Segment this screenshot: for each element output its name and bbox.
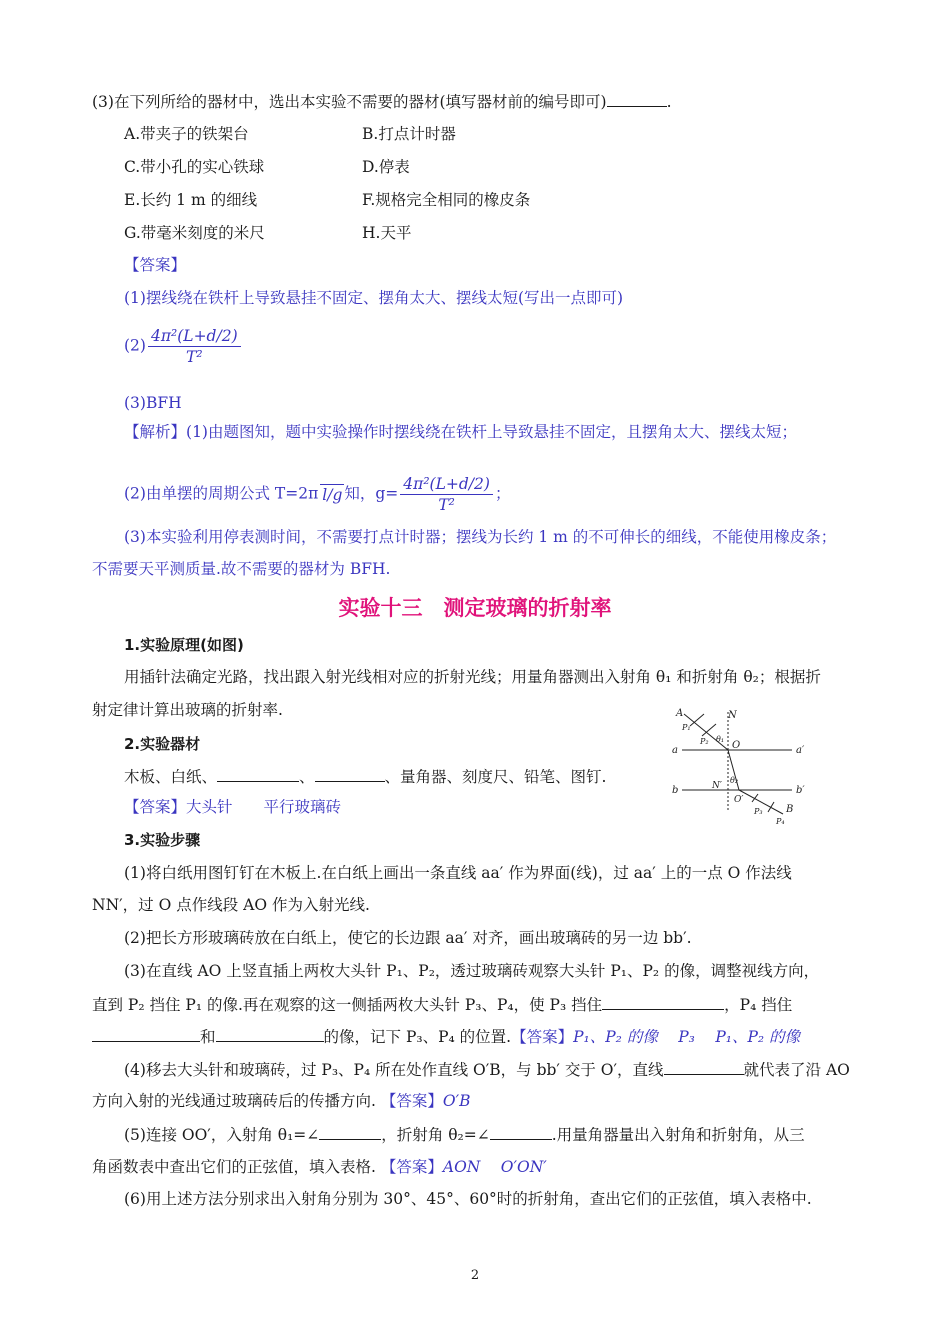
step-3-text-b: ，P₄ 挡住 — [724, 996, 793, 1014]
label-b: b — [672, 785, 679, 796]
sqrt-content: l/g — [322, 486, 343, 504]
materials-text-b: 、量角器、刻度尺、铅笔、图钉. — [384, 768, 607, 786]
step-4-text-a: (4)移去大头针和玻璃砖，过 P₃、P₄ 所在处作直线 O′B，与 bb′ 交于 O′，直线 — [124, 1061, 664, 1079]
step-6: (6)用上述方法分别求出入射角分别为 30°、45°、60°时的折射角，查出它们的正弦值，填入表格中. — [124, 1190, 812, 1208]
analysis-2-numerator: 4π²(L+d/2) — [400, 474, 493, 495]
step-3-answer-tag: 【答案】 — [511, 1028, 574, 1046]
analysis-2-fraction — [400, 474, 493, 515]
analysis-2-end: ； — [494, 484, 511, 503]
label-a-prime: a′ — [796, 745, 805, 756]
option-b: B.打点计时器 — [362, 125, 456, 143]
s2-answer-tag: 【答案】 — [124, 798, 187, 816]
analysis-line-2 — [124, 474, 894, 515]
step-3-blank-2 — [92, 1025, 200, 1042]
materials-sep: 、 — [299, 768, 315, 786]
step-3-line-2 — [92, 993, 862, 1016]
label-P2: P₂ — [700, 737, 709, 746]
answer-2-numerator: 4π²(L+d/2) — [148, 326, 241, 347]
section-1-heading: 1.实验原理(如图) — [124, 636, 244, 654]
option-d: D.停表 — [362, 158, 410, 176]
section-1-para-2: 射定律计算出玻璃的折射率. — [92, 701, 283, 719]
step-4-line-1 — [124, 1058, 894, 1081]
step-3-answer — [511, 1028, 800, 1046]
step-3-answer-text: P₁、P₂ 的像 P₃ P₁、P₂ 的像 — [573, 1028, 801, 1046]
section-3-heading: 3.实验步骤 — [124, 831, 201, 849]
label-A: A — [676, 708, 684, 719]
step-5-text-b: ，折射角 θ₂=∠ — [381, 1126, 490, 1144]
analysis-line-1 — [124, 421, 894, 443]
answer-2-prefix: (2) — [124, 336, 146, 355]
answer-2-fraction — [148, 326, 241, 367]
step-3-blank-1 — [602, 993, 724, 1010]
option-row-4 — [124, 222, 894, 244]
step-5-text-d: 角函数表中查出它们的正弦值，填入表格. — [92, 1158, 376, 1176]
label-N: N — [728, 710, 737, 721]
label-theta1: θ₁ — [716, 735, 725, 744]
step-5-line-2 — [92, 1156, 862, 1178]
option-f: F.规格完全相同的橡皮条 — [362, 191, 531, 209]
step-3-line-3 — [92, 1025, 862, 1048]
step-5-blank-2 — [490, 1123, 552, 1140]
step-5-text-c: .用量角器量出入射角和折射角，从三 — [551, 1126, 805, 1144]
label-P1: P₁ — [682, 723, 691, 732]
step-4-answer-text: O′B — [442, 1092, 471, 1110]
q3-prompt — [92, 90, 862, 113]
step-4-text-b: 就代表了沿 AO — [743, 1061, 850, 1079]
answer-1: (1)摆线绕在铁杆上导致悬挂不固定、摆角太大、摆线太短(写出一点即可) — [124, 289, 624, 307]
refraction-diagram — [668, 706, 818, 830]
step-4-blank — [664, 1058, 744, 1075]
q3-blank — [607, 90, 667, 107]
s2-answer-1: 大头针 — [186, 798, 233, 816]
section-1-para-1: 用插针法确定光路，找出跟入射光线相对应的折射光线；用量角器测出入射角 θ₁ 和折射角 θ₂；根据折 — [124, 668, 821, 686]
option-row-2 — [124, 156, 894, 178]
section-2-heading: 2.实验器材 — [124, 735, 201, 753]
answer-2 — [124, 326, 894, 367]
pin-p4 — [768, 802, 774, 812]
option-row-1 — [124, 123, 894, 145]
analysis-tag: 【解析】 — [124, 423, 187, 441]
step-4-text-c: 方向入射的光线通过玻璃砖后的传播方向. — [92, 1092, 376, 1110]
option-row-3 — [124, 189, 894, 211]
q3-end: . — [666, 93, 672, 111]
label-P3: P₃ — [754, 807, 763, 816]
analysis-2-formula-b: 知，g= — [344, 484, 399, 503]
answer-2-denominator: T² — [186, 348, 203, 366]
step-2: (2)把长方形玻璃砖放在白纸上，使它的长边跟 aa′ 对齐，画出玻璃砖的另一边 bb′. — [124, 929, 692, 947]
option-g: G.带毫米刻度的米尺 — [124, 224, 265, 242]
materials-blank-1 — [217, 765, 299, 782]
analysis-4: 不需要天平测质量.故不需要的器材为 BFH. — [92, 560, 391, 578]
step-5-answer — [381, 1158, 547, 1176]
label-N-prime: N′ — [712, 781, 722, 791]
step-5-blank-1 — [319, 1123, 381, 1140]
label-O: O — [732, 740, 741, 751]
section-title: 实验十三 测定玻璃的折射率 — [338, 596, 612, 620]
option-c: C.带小孔的实心铁球 — [124, 158, 265, 176]
label-P4: P₄ — [776, 817, 785, 826]
step-5-answer-text: AON O′ON′ — [442, 1158, 547, 1176]
materials-text-a: 木板、白纸、 — [124, 768, 218, 786]
s2-answer-2: 平行玻璃砖 — [263, 798, 342, 816]
step-5-answer-tag: 【答案】 — [380, 1158, 443, 1176]
step-4-answer — [381, 1092, 471, 1110]
label-theta2: θ₂ — [730, 776, 739, 785]
option-h: H.天平 — [362, 224, 412, 242]
step-3-line-1: (3)在直线 AO 上竖直插上两枚大头针 P₁、P₂，透过玻璃砖观察大头针 P₁、P₂ 的像，调整视线方向， — [124, 962, 820, 980]
step-1-line-2: NN′，过 O 点作线段 AO 作为入射光线. — [92, 896, 370, 914]
analysis-2-formula-a: (2)由单摆的周期公式 T=2π — [124, 484, 319, 503]
page-number: 2 — [470, 1268, 480, 1283]
analysis-2-denominator: T² — [438, 496, 455, 514]
analysis-1: (1)由题图知，题中实验操作时摆线绕在铁杆上导致悬挂不固定，且摆角太大、摆线太短； — [186, 423, 797, 441]
step-3-text-c: 和 — [200, 1028, 216, 1046]
sqrt-radical — [320, 484, 344, 505]
option-e: E.长约 1 m 的细线 — [124, 191, 258, 209]
option-a: A.带夹子的铁架台 — [124, 125, 249, 143]
q3-prompt-text: (3)在下列所给的器材中，选出本实验不需要的器材(填写器材前的编号即可) — [92, 93, 607, 111]
label-a: a — [672, 745, 678, 756]
analysis-3: (3)本实验利用停表测时间，不需要打点计时器；摆线为长约 1 m 的不可伸长的细线，不能使用橡皮条； — [124, 528, 837, 546]
step-3-text-a: 直到 P₂ 挡住 P₁ 的像.再在观察的这一侧插两枚大头针 P₃、P₄，使 P₃ 挡住 — [92, 996, 603, 1014]
step-3-text-d: 的像，记下 P₃、P₄ 的位置. — [323, 1028, 512, 1046]
label-b-prime: b′ — [796, 785, 805, 796]
step-5-text-a: (5)连接 OO′，入射角 θ₁=∠ — [124, 1126, 320, 1144]
step-4-line-2 — [92, 1090, 862, 1112]
label-O-prime: O′ — [734, 795, 744, 805]
materials-blank-2 — [315, 765, 385, 782]
answer-tag: 【答案】 — [124, 256, 187, 274]
answer-3: (3)BFH — [124, 394, 182, 412]
step-4-answer-tag: 【答案】 — [380, 1092, 443, 1110]
step-3-blank-3 — [216, 1025, 324, 1042]
step-1-line-1: (1)将白纸用图钉钉在木板上.在白纸上画出一条直线 aa′ 作为界面(线)，过 aa′ 上的一点 O 作法线 — [124, 864, 792, 882]
step-5-line-1 — [124, 1123, 894, 1146]
label-B: B — [786, 804, 794, 815]
